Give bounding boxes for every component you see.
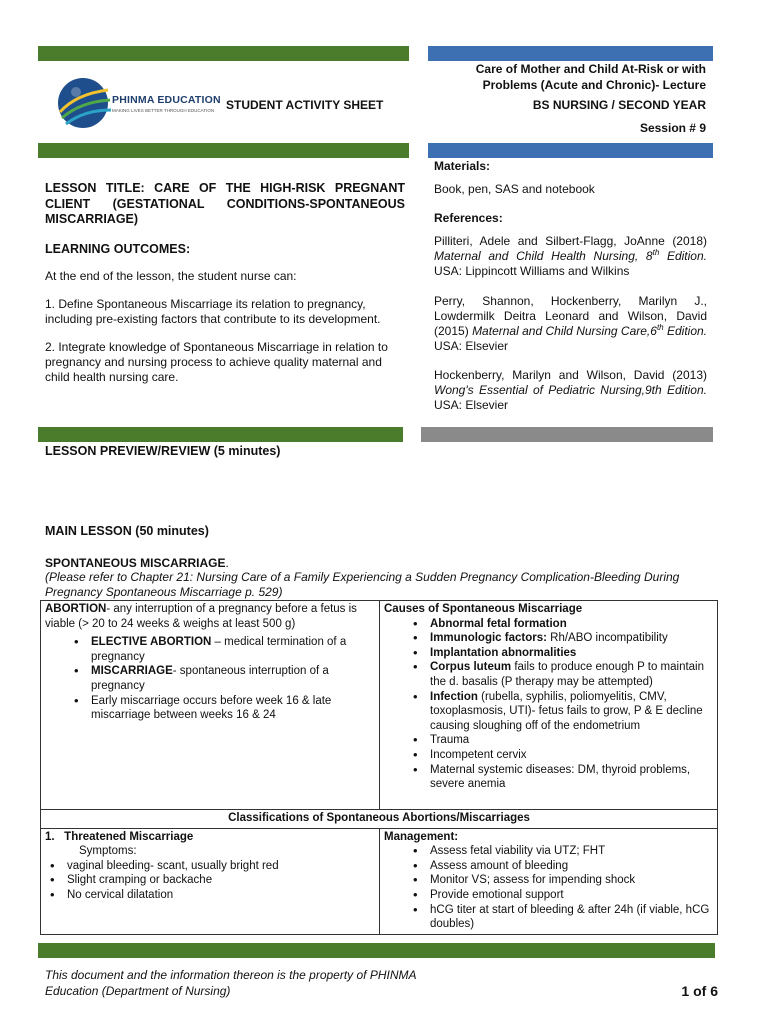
list-item-text: Incompetent cervix bbox=[430, 748, 527, 761]
list-item-text: - spontaneous interruption of a pregnancy bbox=[91, 665, 329, 692]
table-row bbox=[41, 810, 718, 829]
header-divider-green-bar bbox=[38, 143, 409, 158]
reference-3-publisher: USA: Elsevier bbox=[434, 398, 509, 412]
logo-wordmark: PHINMA EDUCATION bbox=[112, 94, 221, 106]
causes-heading: Causes of Spontaneous Miscarriage bbox=[384, 603, 583, 615]
reference-2-publisher: USA: Elsevier bbox=[434, 339, 509, 353]
main-lesson-heading: MAIN LESSON (50 minutes) bbox=[45, 524, 209, 538]
list-item bbox=[91, 694, 375, 723]
reference-1-sup: th bbox=[652, 248, 660, 257]
abortion-list bbox=[45, 635, 375, 723]
session-label: Session # 9 bbox=[639, 121, 706, 135]
list-item-term: Infection bbox=[430, 690, 478, 703]
phinma-emblem-icon bbox=[56, 72, 114, 134]
header-divider-blue-bar bbox=[428, 143, 713, 158]
abortion-definition-text: - any interruption of a pregnancy before a fetus is viable (> 20 to 24 weeks & weighs at least 500 g) bbox=[45, 603, 357, 630]
phinma-logo bbox=[56, 72, 221, 134]
reference-1-publisher: USA: Lippincott Williams and Wilkins bbox=[434, 264, 630, 278]
spontaneous-miscarriage-table bbox=[40, 600, 718, 935]
lesson-preview-heading: LESSON PREVIEW/REVIEW (5 minutes) bbox=[45, 444, 281, 458]
list-item-term: Implantation abnormalities bbox=[430, 646, 577, 659]
list-item bbox=[430, 733, 713, 748]
learning-outcomes-heading: LEARNING OUTCOMES: bbox=[45, 242, 191, 256]
reference-1 bbox=[434, 234, 707, 279]
table-row bbox=[41, 828, 718, 934]
list-item: • No cervical dilatation bbox=[67, 888, 375, 903]
list-item-term: ELECTIVE ABORTION bbox=[91, 636, 212, 649]
list-item: • Monitor VS; assess for impending shock bbox=[430, 873, 713, 888]
list-item bbox=[430, 748, 713, 763]
topic-heading-text: SPONTANEOUS MISCARRIAGE bbox=[45, 556, 226, 570]
materials-heading: Materials: bbox=[434, 159, 491, 173]
course-title bbox=[430, 61, 706, 93]
reference-2 bbox=[434, 294, 707, 354]
list-item bbox=[430, 617, 713, 632]
list-item bbox=[430, 646, 713, 661]
top-right-blue-bar bbox=[428, 46, 713, 61]
list-item: • vaginal bleeding- scant, usually bright red bbox=[67, 859, 375, 874]
causes-cell bbox=[380, 601, 718, 810]
top-left-green-bar bbox=[38, 46, 409, 61]
reference-1-title: Maternal and Child Health Nursing, 8 bbox=[434, 249, 653, 263]
logo-tagline: MAKING LIVES BETTER THROUGH EDUCATION bbox=[112, 108, 215, 113]
list-item: • hCG titer at start of bleeding & after 24h (if viable, hCG doubles) bbox=[430, 903, 713, 932]
program-label: BS NURSING / SECOND YEAR bbox=[532, 98, 706, 112]
materials-text: Book, pen, SAS and notebook bbox=[434, 182, 595, 196]
list-item bbox=[430, 690, 713, 734]
abortion-definition bbox=[45, 602, 375, 631]
section-divider-green-bar bbox=[38, 427, 403, 442]
table-row bbox=[41, 601, 718, 810]
learning-outcomes-intro: At the end of the lesson, the student nurse can: bbox=[45, 269, 297, 283]
topic-heading-period: . bbox=[225, 556, 229, 570]
causes-list bbox=[384, 617, 713, 792]
list-item-term: Corpus luteum bbox=[430, 661, 512, 674]
sheet-title: STUDENT ACTIVITY SHEET bbox=[226, 98, 384, 112]
list-item-term: MISCARRIAGE bbox=[91, 665, 173, 678]
management-list bbox=[384, 844, 713, 932]
reference-3-authors: Hockenberry, Marilyn and Wilson, David (2013) bbox=[434, 368, 707, 382]
list-item: • Slight cramping or backache bbox=[67, 873, 375, 888]
course-title-line2: Problems (Acute and Chronic)- Lecture bbox=[482, 78, 706, 92]
list-item: • Assess amount of bleeding bbox=[430, 859, 713, 874]
list-item-term: Immunologic factors: bbox=[430, 632, 547, 645]
topic-heading bbox=[45, 556, 229, 570]
list-item-text: Trauma bbox=[430, 734, 470, 747]
abortion-cell bbox=[41, 601, 380, 810]
classifications-heading: Classifications of Spontaneous Abortions/Miscarriages bbox=[41, 810, 718, 829]
list-item bbox=[430, 763, 713, 792]
list-item-text: Early miscarriage occurs before week 16 & late miscarriage between weeks 16 & 24 bbox=[91, 694, 332, 722]
abortion-term: ABORTION bbox=[45, 603, 107, 615]
symptoms-list bbox=[45, 859, 375, 903]
reference-1-authors: Pilliteri, Adele and Silbert-Flagg, JoAnne (2018) bbox=[434, 234, 707, 248]
learning-outcome-1: 1. Define Spontaneous Miscarriage its relation to pregnancy, including pre-existing factors that contribute to its development. bbox=[45, 297, 381, 326]
list-item-text: (rubella, syphilis, poliomyelitis, CMV, toxoplasmosis, UTI)- fetus fails to grow, P & E decline causing sloughing off of the endometrium bbox=[430, 690, 703, 732]
reference-2-title: Maternal and Child Nursing Care,6 bbox=[472, 324, 657, 338]
list-item-text: Maternal systemic diseases: DM, thyroid problems, severe anemia bbox=[430, 763, 691, 791]
list-item bbox=[91, 635, 375, 664]
course-title-line1: Care of Mother and Child At-Risk or with bbox=[475, 62, 706, 76]
list-item: • Assess fetal viability via UTZ; FHT bbox=[430, 844, 713, 859]
threatened-miscarriage-heading: 1. Threatened Miscarriage bbox=[45, 830, 194, 843]
learning-outcome-2: 2. Integrate knowledge of Spontaneous Miscarriage in relation to pregnancy and nursing process to achieve quality maternal and child health nursing care. bbox=[45, 340, 388, 384]
footer-green-bar bbox=[38, 943, 715, 958]
reference-2-sup: th bbox=[656, 323, 664, 332]
reference-1-title-end: Edition. bbox=[659, 249, 707, 263]
lesson-title: LESSON TITLE: CARE OF THE HIGH-RISK PREGNANT CLIENT (GESTATIONAL CONDITIONS-SPONTANEOUS MISCARRIAGE) bbox=[45, 181, 405, 226]
reference-2-title-end: Edition. bbox=[666, 324, 708, 338]
reference-2-authors: Perry, Shannon, Hockenberry, Marilyn J., Lowdermilk Deitra Leonard and Wilson, David (2015) bbox=[434, 294, 707, 338]
list-item: • Provide emotional support bbox=[430, 888, 713, 903]
reference-3 bbox=[434, 368, 707, 413]
symptoms-label: Symptoms: bbox=[79, 845, 137, 858]
reference-3-title: Wong's Essential of Pediatric Nursing,9th Edition. bbox=[434, 383, 707, 397]
list-item-text: – medical termination of a pregnancy bbox=[91, 636, 347, 663]
threatened-cell bbox=[41, 828, 380, 934]
page-number: 1 of 6 bbox=[681, 983, 718, 999]
list-item-term: Abnormal fetal formation bbox=[430, 617, 567, 630]
list-item bbox=[430, 631, 713, 646]
list-item bbox=[430, 660, 713, 689]
list-item-text: fails to produce enough P to maintain the d. basalis (P therapy may be attempted) bbox=[430, 661, 705, 688]
list-item-text: Rh/ABO incompatibility bbox=[546, 632, 668, 645]
management-cell bbox=[380, 828, 718, 934]
references-heading: References: bbox=[434, 211, 503, 225]
management-heading: Management: bbox=[384, 830, 459, 843]
topic-note: (Please refer to Chapter 21: Nursing Care of a Family Experiencing a Sudden Pregnancy Complication-Bleeding During Pregnancy Spontaneous Miscarriage p. 529) bbox=[45, 570, 680, 599]
list-item bbox=[91, 664, 375, 693]
section-divider-gray-bar bbox=[421, 427, 713, 442]
footer-disclaimer: This document and the information thereon is the property of PHINMA Education (Department of Nursing) bbox=[45, 968, 417, 998]
